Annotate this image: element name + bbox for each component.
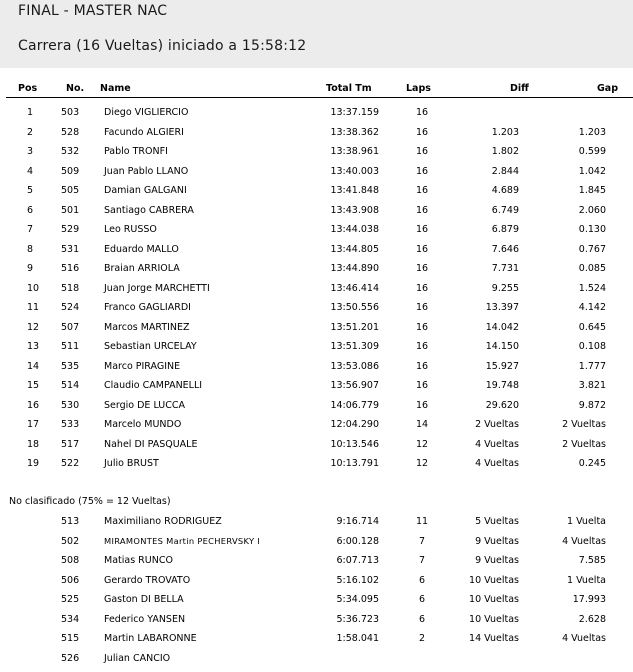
- cell-no: 522: [61, 458, 80, 469]
- cell-gap: 0.108: [578, 341, 606, 352]
- cell-pos: 11: [27, 302, 40, 313]
- cell-name: Sebastian URCELAY: [104, 341, 197, 352]
- cell-gap: 3.821: [578, 380, 606, 391]
- table-row: [0, 536, 633, 555]
- cell-name: Sergio DE LUCCA: [104, 399, 185, 411]
- cell-pos: 7: [27, 224, 34, 235]
- cell-diff: 2 Vueltas: [475, 419, 519, 430]
- cell-total-time: 5:34.095: [336, 594, 379, 605]
- cell-no: 528: [61, 126, 80, 138]
- cell-laps: 16: [415, 243, 429, 255]
- table-row: [0, 244, 633, 263]
- cell-total-time: 13:44.805: [330, 243, 379, 255]
- cell-laps: 16: [415, 204, 429, 216]
- cell-name: Claudio CAMPANELLI: [104, 380, 203, 391]
- table-row: [0, 302, 633, 321]
- cell-gap: 2.060: [578, 204, 606, 216]
- cell-diff: 4 Vueltas: [475, 458, 519, 469]
- cell-pos: 18: [27, 438, 40, 450]
- cell-diff: 1.203: [491, 126, 519, 138]
- cell-name: Matias RUNCO: [104, 555, 173, 566]
- cell-diff: 5 Vueltas: [475, 516, 519, 527]
- cell-total-time: 13:50.556: [330, 302, 379, 313]
- cell-pos: 9: [27, 263, 34, 274]
- cell-diff: 13.397: [485, 302, 519, 313]
- cell-no: 518: [61, 282, 80, 294]
- cell-no: 502: [61, 535, 80, 547]
- cell-name: Julian CANCIO: [104, 652, 171, 664]
- cell-name: Leo RUSSO: [104, 224, 157, 235]
- cell-name: Damian GALGANI: [104, 185, 187, 196]
- cell-diff: 14.150: [485, 341, 519, 352]
- cell-gap: 1.203: [578, 126, 606, 138]
- cell-total-time: 10:13.791: [330, 458, 379, 469]
- cell-total-time: 10:13.546: [330, 438, 379, 450]
- cell-total-time: 13:56.907: [330, 380, 379, 391]
- cell-name: Federico YANSEN: [104, 613, 186, 625]
- cell-no: 505: [61, 185, 80, 196]
- cell-no: 503: [61, 107, 80, 118]
- cell-laps: 16: [415, 185, 429, 196]
- cell-total-time: 12:04.290: [330, 419, 379, 430]
- cell-total-time: 13:46.414: [330, 282, 379, 294]
- cell-diff: 10 Vueltas: [469, 574, 519, 586]
- cell-name: Braian ARRIOLA: [104, 263, 180, 274]
- cell-no: 515: [61, 633, 80, 644]
- cell-laps: 6: [418, 613, 426, 625]
- cell-no: 534: [61, 613, 80, 625]
- cell-pos: 10: [27, 282, 40, 294]
- cell-pos: 19: [27, 458, 40, 469]
- cell-laps: 11: [415, 516, 429, 527]
- cell-laps: 16: [415, 107, 429, 118]
- cell-total-time: 13:43.908: [330, 204, 379, 216]
- table-row: [0, 283, 633, 302]
- cell-laps: 7: [418, 555, 426, 566]
- cell-laps: 16: [415, 341, 429, 352]
- cell-name: Marco PIRAGINE: [104, 360, 181, 372]
- cell-no: 530: [61, 399, 80, 411]
- table-row: [0, 107, 633, 126]
- cell-no: 532: [61, 146, 80, 157]
- not-classified-label: No clasificado (75% = 12 Vueltas): [9, 496, 171, 507]
- cell-name: Marcelo MUNDO: [104, 419, 182, 430]
- cell-gap: 7.585: [578, 555, 606, 566]
- cell-laps: 12: [415, 458, 429, 469]
- table-row: [0, 380, 633, 399]
- table-row: [0, 614, 633, 633]
- cell-laps: 16: [415, 302, 429, 313]
- cell-gap: 9.872: [578, 399, 606, 411]
- table-row: [0, 127, 633, 146]
- report-header: [0, 0, 633, 68]
- table-row: [0, 146, 633, 165]
- table-row: [0, 555, 633, 574]
- cell-laps: 16: [415, 282, 429, 294]
- cell-laps: 16: [415, 321, 429, 333]
- cell-no: 533: [61, 419, 80, 430]
- table-row: [0, 205, 633, 224]
- cell-laps: 12: [415, 438, 429, 450]
- table-row: [0, 263, 633, 282]
- table-row: [0, 458, 633, 477]
- cell-pos: 16: [27, 399, 40, 411]
- cell-gap: 1 Vuelta: [567, 574, 606, 586]
- cell-total-time: 14:06.779: [330, 399, 379, 411]
- cell-name: Eduardo MALLO: [104, 243, 179, 255]
- cell-name: Franco GAGLIARDI: [104, 302, 191, 313]
- cell-laps: 6: [418, 574, 426, 586]
- cell-no: 516: [61, 263, 80, 274]
- cell-name: Nahel DI PASQUALE: [104, 438, 198, 450]
- table-row: [0, 516, 633, 535]
- cell-pos: 1: [27, 107, 34, 118]
- header-divider: [6, 97, 633, 98]
- cell-name: Gaston DI BELLA: [104, 594, 184, 605]
- cell-name: Pablo TRONFI: [104, 146, 168, 157]
- cell-name: Juan Jorge MARCHETTI: [104, 282, 210, 294]
- cell-no: 524: [61, 302, 80, 313]
- cell-pos: 6: [27, 204, 34, 216]
- cell-total-time: 13:44.890: [330, 263, 379, 274]
- cell-total-time: 13:44.038: [330, 224, 379, 235]
- cell-diff: 19.748: [485, 380, 519, 391]
- cell-no: 501: [61, 204, 80, 216]
- cell-diff: 4.689: [491, 185, 519, 196]
- col-header-total-time: Total Tm: [326, 83, 372, 94]
- cell-diff: 29.620: [485, 399, 519, 411]
- cell-gap: 4 Vueltas: [562, 633, 606, 644]
- cell-total-time: 1:58.041: [336, 633, 379, 644]
- cell-gap: 4.142: [578, 302, 606, 313]
- cell-no: 517: [61, 438, 80, 450]
- col-header-name: Name: [100, 83, 131, 94]
- cell-diff: 9.255: [491, 282, 519, 294]
- table-row: [0, 166, 633, 185]
- cell-diff: 1.802: [491, 146, 519, 157]
- cell-name: Julio BRUST: [104, 458, 159, 469]
- col-header-gap: Gap: [597, 83, 619, 94]
- cell-no: 525: [61, 594, 80, 605]
- cell-no: 507: [61, 321, 80, 333]
- cell-diff: 6.749: [491, 204, 519, 216]
- cell-laps: 16: [415, 224, 429, 235]
- cell-no: 506: [61, 574, 80, 586]
- cell-total-time: 13:53.086: [330, 360, 379, 372]
- cell-diff: 6.879: [491, 224, 519, 235]
- table-row: [0, 633, 633, 652]
- cell-total-time: 13:40.003: [330, 165, 379, 177]
- cell-gap: 0.130: [578, 224, 606, 235]
- cell-diff: 15.927: [485, 360, 519, 372]
- table-row: [0, 594, 633, 613]
- cell-laps: 16: [415, 165, 429, 177]
- cell-gap: 1.777: [578, 360, 606, 372]
- table-row: [0, 575, 633, 594]
- report-subtitle: Carrera (16 Vueltas) iniciado a 15:58:12: [18, 38, 307, 54]
- cell-name: Maximiliano RODRIGUEZ: [104, 516, 222, 527]
- cell-laps: 16: [415, 263, 429, 274]
- cell-pos: 14: [27, 360, 40, 372]
- cell-gap: 2 Vueltas: [562, 438, 606, 450]
- table-row: [0, 341, 633, 360]
- table-row: [0, 185, 633, 204]
- cell-pos: 8: [27, 243, 34, 255]
- cell-pos: 4: [27, 165, 34, 177]
- table-row: [0, 419, 633, 438]
- cell-gap: 1.524: [578, 282, 606, 294]
- cell-name: Juan Pablo LLANO: [104, 165, 189, 177]
- table-row: [0, 361, 633, 380]
- table-row: [0, 439, 633, 458]
- cell-diff: 4 Vueltas: [475, 438, 519, 450]
- cell-no: 514: [61, 380, 80, 391]
- cell-name: Marcos MARTINEZ: [104, 321, 190, 333]
- report-title: FINAL - MASTER NAC: [18, 3, 168, 19]
- cell-diff: 9 Vueltas: [475, 555, 519, 566]
- cell-pos: 12: [27, 321, 40, 333]
- cell-total-time: 13:38.961: [330, 146, 379, 157]
- cell-diff: 14 Vueltas: [469, 633, 519, 644]
- cell-pos: 2: [27, 126, 34, 138]
- cell-pos: 15: [27, 380, 40, 391]
- cell-gap: 0.085: [578, 263, 606, 274]
- cell-gap: 0.767: [578, 243, 606, 255]
- cell-pos: 13: [27, 341, 40, 352]
- table-row: [0, 224, 633, 243]
- cell-diff: 14.042: [485, 321, 519, 333]
- cell-diff: 10 Vueltas: [469, 613, 519, 625]
- col-header-no: No.: [66, 83, 85, 94]
- cell-no: 531: [61, 243, 80, 255]
- cell-gap: 2 Vueltas: [562, 419, 606, 430]
- cell-diff: 10 Vueltas: [469, 594, 519, 605]
- cell-total-time: 9:16.714: [336, 516, 379, 527]
- col-header-pos: Pos: [18, 83, 38, 94]
- cell-gap: 1.845: [578, 185, 606, 196]
- cell-diff: 2.844: [491, 165, 519, 177]
- cell-no: 508: [61, 555, 80, 566]
- cell-laps: 6: [418, 594, 426, 605]
- cell-total-time: 13:38.362: [330, 126, 379, 138]
- cell-diff: 9 Vueltas: [475, 535, 519, 547]
- cell-name: Gerardo TROVATO: [104, 574, 191, 586]
- cell-total-time: 13:41.848: [330, 185, 379, 196]
- cell-pos: 3: [27, 146, 34, 157]
- cell-diff: 7.731: [491, 263, 519, 274]
- cell-gap: 0.599: [578, 146, 606, 157]
- cell-no: 526: [61, 652, 80, 664]
- cell-name: Facundo ALGIERI: [104, 126, 184, 138]
- cell-laps: 14: [415, 419, 429, 430]
- cell-total-time: 5:36.723: [336, 613, 379, 625]
- cell-no: 513: [61, 516, 80, 527]
- col-header-laps: Laps: [406, 83, 431, 94]
- cell-no: 509: [61, 165, 80, 177]
- cell-laps: 16: [415, 360, 429, 372]
- cell-no: 535: [61, 360, 80, 372]
- cell-no: 529: [61, 224, 80, 235]
- cell-name: Martin LABARONNE: [104, 633, 197, 644]
- cell-laps: 7: [418, 535, 426, 547]
- cell-laps: 16: [415, 146, 429, 157]
- cell-name: Santiago CABRERA: [104, 204, 194, 216]
- cell-total-time: 5:16.102: [336, 574, 379, 586]
- cell-total-time: 13:37.159: [330, 107, 379, 118]
- table-row: [0, 322, 633, 341]
- cell-laps: 16: [415, 126, 429, 138]
- table-row: [0, 653, 633, 672]
- cell-laps: 16: [415, 380, 429, 391]
- cell-pos: 17: [27, 419, 40, 430]
- cell-total-time: 6:00.128: [336, 535, 379, 547]
- col-header-diff: Diff: [510, 83, 529, 94]
- cell-laps: 2: [418, 633, 426, 644]
- cell-gap: 1 Vuelta: [567, 516, 606, 527]
- cell-gap: 2.628: [578, 613, 606, 625]
- cell-gap: 0.645: [578, 321, 606, 333]
- cell-no: 511: [61, 341, 80, 352]
- cell-name: MIRAMONTES Martin PECHERVSKY I: [104, 535, 260, 546]
- cell-total-time: 13:51.201: [330, 321, 379, 333]
- cell-gap: 4 Vueltas: [562, 535, 606, 547]
- table-row: [0, 400, 633, 419]
- cell-gap: 17.993: [572, 594, 606, 605]
- cell-diff: 7.646: [491, 243, 519, 255]
- cell-name: Diego VIGLIERCIO: [104, 107, 189, 118]
- cell-total-time: 13:51.309: [330, 341, 379, 352]
- cell-gap: 0.245: [578, 458, 606, 469]
- cell-gap: 1.042: [578, 165, 606, 177]
- cell-laps: 16: [415, 399, 429, 411]
- cell-pos: 5: [27, 185, 34, 196]
- cell-total-time: 6:07.713: [336, 555, 379, 566]
